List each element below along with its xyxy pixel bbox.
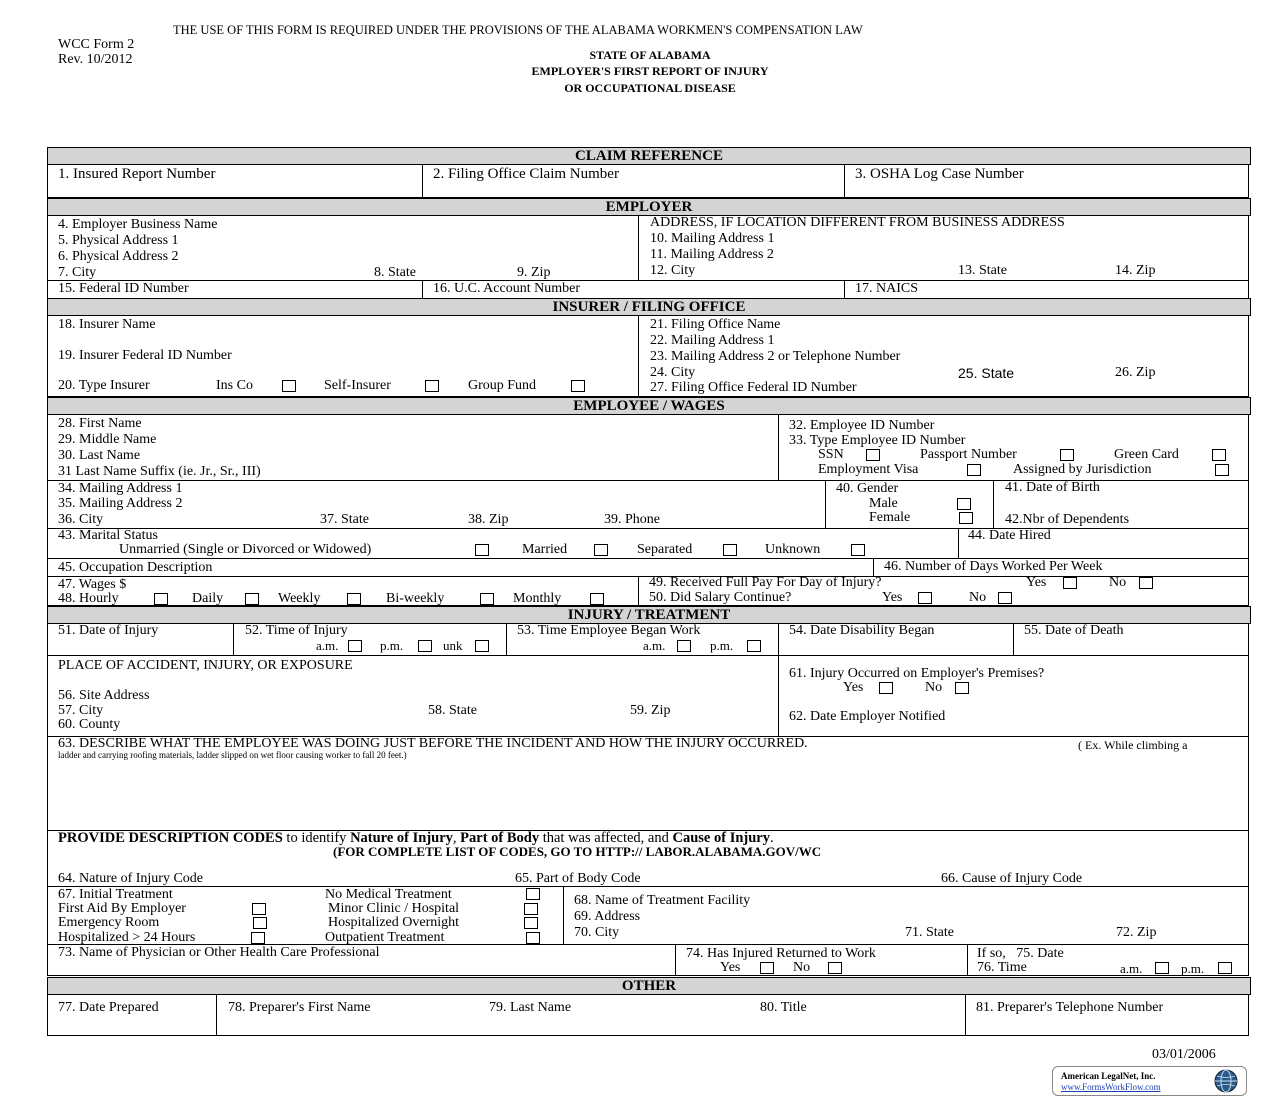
injury-am-checkbox[interactable] <box>348 640 362 652</box>
married-checkbox[interactable] <box>594 544 608 556</box>
biweekly-label: Bi-weekly <box>386 591 445 606</box>
field-20-type-insurer: 20. Type Insurer <box>58 378 150 393</box>
top-notice: THE USE OF THIS FORM IS REQUIRED UNDER THE PROVISIONS OF THE ALABAMA WORKMEN'S COMPENSATION LAW <box>173 23 863 37</box>
separated-label: Separated <box>637 542 693 557</box>
weekly-label: Weekly <box>278 591 321 606</box>
field-42-dependents[interactable]: 42.Nbr of Dependents <box>1005 512 1130 527</box>
codes-url-line: (FOR COMPLETE LIST OF CODES, GO TO HTTP:// LABOR.ALABAMA.GOV/WC <box>333 844 822 859</box>
field-79-last-name[interactable]: 79. Last Name <box>489 1000 572 1015</box>
injury-pm-label: p.m. <box>380 638 404 653</box>
field-28-first-name[interactable]: 28. First Name <box>58 416 142 431</box>
injury-block <box>47 623 1249 976</box>
biweekly-checkbox[interactable] <box>480 593 494 605</box>
salary-no-checkbox[interactable] <box>998 592 1012 604</box>
monthly-label: Monthly <box>513 591 562 606</box>
field-58-state[interactable]: 58. State <box>428 703 477 718</box>
minor-clinic-checkbox[interactable] <box>524 903 538 915</box>
daily-checkbox[interactable] <box>245 593 259 605</box>
alt-address-heading: ADDRESS, IF LOCATION DIFFERENT FROM BUSINESS ADDRESS <box>650 215 1065 230</box>
field-4-employer-business-name[interactable]: 4. Employer Business Name <box>58 217 218 232</box>
field-6-physical-address-2[interactable]: 6. Physical Address 2 <box>58 249 179 264</box>
field-13-state[interactable]: 13. State <box>958 263 1007 278</box>
self-insurer-label: Self-Insurer <box>324 378 391 393</box>
field-62-date-notified[interactable]: 62. Date Employer Notified <box>789 709 946 724</box>
emergency-room-checkbox[interactable] <box>253 917 267 929</box>
field-66-cause-code[interactable]: 66. Cause of Injury Code <box>941 871 1083 886</box>
field-63-example-2: ladder and carrying roofing materials, ladder slipped on wet floor causing worker to fall 20 feet.) <box>58 750 407 760</box>
ins-co-checkbox[interactable] <box>282 380 296 392</box>
full-pay-yes-checkbox[interactable] <box>1063 577 1077 589</box>
field-17-naics[interactable]: 17. NAICS <box>855 281 919 296</box>
field-19-insurer-federal-id[interactable]: 19. Insurer Federal ID Number <box>58 348 232 363</box>
field-81-preparer-phone[interactable]: 81. Preparer's Telephone Number <box>976 1000 1164 1015</box>
field-51-date-of-injury[interactable]: 51. Date of Injury <box>58 623 159 638</box>
field-48-hourly-label: 48. Hourly <box>58 591 119 606</box>
section-employer: EMPLOYER <box>47 198 1251 216</box>
american-legalnet-logo[interactable] <box>1052 1066 1247 1096</box>
return-pm-label: p.m. <box>1181 961 1205 976</box>
ssn-label: SSN <box>818 447 844 462</box>
unmarried-label: Unmarried (Single or Divorced or Widowed) <box>119 542 372 557</box>
form-title-1: STATE OF ALABAMA <box>589 48 711 62</box>
field-8-state[interactable]: 8. State <box>374 265 416 280</box>
injury-unk-checkbox[interactable] <box>475 640 489 652</box>
field-69-address[interactable]: 69. Address <box>574 909 641 924</box>
field-59-zip[interactable]: 59. Zip <box>630 703 671 718</box>
field-23-mailing-address-2[interactable]: 23. Mailing Address 2 or Telephone Number <box>650 349 901 364</box>
premises-no-label: No <box>925 680 943 695</box>
return-pm-checkbox[interactable] <box>1218 962 1232 974</box>
no-medical-checkbox[interactable] <box>526 888 540 900</box>
field-41-date-of-birth[interactable]: 41. Date of Birth <box>1005 480 1100 495</box>
footer-date: 03/01/2006 <box>1152 1047 1216 1062</box>
field-1-insured-report-number[interactable]: 1. Insured Report Number <box>58 166 216 182</box>
premises-no-checkbox[interactable] <box>955 682 969 694</box>
field-30-last-name[interactable]: 30. Last Name <box>58 448 141 463</box>
if-so-label: If so, 75. Date <box>977 946 1064 961</box>
field-7-city[interactable]: 7. City <box>58 265 97 280</box>
section-employee-wages: EMPLOYEE / WAGES <box>47 397 1251 415</box>
field-3-osha-log-case-number[interactable]: 3. OSHA Log Case Number <box>855 166 1024 182</box>
work-am-checkbox[interactable] <box>677 640 691 652</box>
logo-url[interactable]: www.FormsWorkFlow.com <box>1061 1082 1161 1092</box>
field-70-city[interactable]: 70. City <box>574 925 620 940</box>
male-checkbox[interactable] <box>957 498 971 510</box>
ssn-checkbox[interactable] <box>866 449 880 461</box>
first-aid-checkbox[interactable] <box>252 903 266 915</box>
field-44-date-hired[interactable]: 44. Date Hired <box>968 528 1051 543</box>
field-47-wages[interactable]: 47. Wages $ <box>58 577 127 592</box>
field-9-zip[interactable]: 9. Zip <box>517 265 551 280</box>
field-21-filing-office-name[interactable]: 21. Filing Office Name <box>650 317 781 332</box>
married-label: Married <box>522 542 568 557</box>
employment-visa-checkbox[interactable] <box>967 464 981 476</box>
return-am-label: a.m. <box>1120 961 1143 976</box>
unmarried-checkbox[interactable] <box>475 544 489 556</box>
field-32-employee-id[interactable]: 32. Employee ID Number <box>789 418 935 433</box>
male-label: Male <box>869 496 898 511</box>
field-68-treatment-facility[interactable]: 68. Name of Treatment Facility <box>574 893 751 908</box>
section-other: OTHER <box>47 977 1251 995</box>
field-74-returned-to-work: 74. Has Injured Returned to Work <box>686 946 876 961</box>
green-card-checkbox[interactable] <box>1212 449 1226 461</box>
salary-yes-label: Yes <box>882 590 903 605</box>
returned-yes-label: Yes <box>720 960 741 975</box>
form-title-3: OR OCCUPATIONAL DISEASE <box>564 81 736 95</box>
minor-clinic-label: Minor Clinic / Hospital <box>328 901 460 916</box>
field-38-zip[interactable]: 38. Zip <box>468 512 509 527</box>
field-64-nature-code[interactable]: 64. Nature of Injury Code <box>58 871 204 886</box>
daily-label: Daily <box>192 591 224 606</box>
section-claim-reference: CLAIM REFERENCE <box>47 147 1251 165</box>
field-15-federal-id[interactable]: 15. Federal ID Number <box>58 281 189 296</box>
field-63-example-1: ( Ex. While climbing a <box>1078 738 1188 752</box>
field-67-initial-treatment: 67. Initial Treatment <box>58 887 173 902</box>
first-aid-label: First Aid By Employer <box>58 901 186 916</box>
field-56-site-address[interactable]: 56. Site Address <box>58 688 150 703</box>
field-10-mailing-address-1[interactable]: 10. Mailing Address 1 <box>650 231 775 246</box>
employment-visa-label: Employment Visa <box>818 462 919 477</box>
field-25-state[interactable]: 25. State <box>958 365 1015 381</box>
field-16-uc-account[interactable]: 16. U.C. Account Number <box>433 281 580 296</box>
field-12-city[interactable]: 12. City <box>650 263 696 278</box>
group-fund-label: Group Fund <box>468 378 537 393</box>
hospitalized-24-label: Hospitalized > 24 Hours <box>58 930 196 945</box>
injury-unk-label: unk <box>443 638 463 653</box>
returned-no-label: No <box>793 960 811 975</box>
female-checkbox[interactable] <box>959 512 973 524</box>
passport-checkbox[interactable] <box>1060 449 1074 461</box>
field-40-gender: 40. Gender <box>836 481 899 496</box>
field-57-city[interactable]: 57. City <box>58 703 104 718</box>
field-26-zip[interactable]: 26. Zip <box>1115 365 1156 380</box>
self-insurer-checkbox[interactable] <box>425 380 439 392</box>
form-revision: Rev. 10/2012 <box>58 52 133 67</box>
field-27-filing-office-federal-id[interactable]: 27. Filing Office Federal ID Number <box>650 380 857 395</box>
field-24-city[interactable]: 24. City <box>650 365 696 380</box>
separated-checkbox[interactable] <box>723 544 737 556</box>
field-63-description[interactable]: 63. DESCRIBE WHAT THE EMPLOYEE WAS DOING JUST BEFORE THE INCIDENT AND HOW THE INJURY OCCURRED. <box>58 736 808 751</box>
outpatient-label: Outpatient Treatment <box>325 930 445 945</box>
full-pay-no-checkbox[interactable] <box>1139 577 1153 589</box>
monthly-checkbox[interactable] <box>590 593 604 605</box>
work-am-label: a.m. <box>643 638 666 653</box>
field-80-title[interactable]: 80. Title <box>760 1000 807 1015</box>
form-title-2: EMPLOYER'S FIRST REPORT OF INJURY <box>531 64 769 78</box>
field-77-date-prepared[interactable]: 77. Date Prepared <box>58 1000 159 1015</box>
returned-no-checkbox[interactable] <box>828 962 842 974</box>
codes-instruction: PROVIDE DESCRIPTION CODES to identify Nature of Injury, Part of Body that was affected, and Cause of Injury. <box>58 830 774 846</box>
field-54-date-disability[interactable]: 54. Date Disability Began <box>789 623 935 638</box>
work-pm-label: p.m. <box>710 638 734 653</box>
claim-row <box>47 164 1249 198</box>
field-78-preparer-first-name[interactable]: 78. Preparer's First Name <box>228 1000 371 1015</box>
no-medical-label: No Medical Treatment <box>325 887 452 902</box>
field-29-middle-name[interactable]: 29. Middle Name <box>58 432 157 447</box>
field-36-city[interactable]: 36. City <box>58 512 104 527</box>
field-76-time[interactable]: 76. Time <box>977 960 1027 975</box>
field-49-full-pay: 49. Received Full Pay For Day of Injury? <box>649 575 882 590</box>
field-72-zip[interactable]: 72. Zip <box>1116 925 1157 940</box>
full-pay-yes-label: Yes <box>1026 575 1047 590</box>
field-31-suffix[interactable]: 31 Last Name Suffix (ie. Jr., Sr., III) <box>58 464 261 479</box>
ins-co-label: Ins Co <box>216 378 253 393</box>
field-65-body-code[interactable]: 65. Part of Body Code <box>515 871 641 886</box>
hospitalized-overnight-checkbox[interactable] <box>524 917 538 929</box>
field-60-county[interactable]: 60. County <box>58 717 121 732</box>
injury-pm-checkbox[interactable] <box>418 640 432 652</box>
field-53-time-began-work[interactable]: 53. Time Employee Began Work <box>517 623 701 638</box>
globe-icon <box>1211 1068 1241 1094</box>
field-73-physician[interactable]: 73. Name of Physician or Other Health Care Professional <box>58 945 380 960</box>
place-heading: PLACE OF ACCIDENT, INJURY, OR EXPOSURE <box>58 658 353 673</box>
unknown-checkbox[interactable] <box>851 544 865 556</box>
field-11-mailing-address-2[interactable]: 11. Mailing Address 2 <box>650 247 774 262</box>
field-2-filing-office-claim-number[interactable]: 2. Filing Office Claim Number <box>433 166 619 182</box>
assigned-jurisdiction-checkbox[interactable] <box>1215 464 1229 476</box>
salary-yes-checkbox[interactable] <box>918 592 932 604</box>
emergency-room-label: Emergency Room <box>58 915 160 930</box>
field-46-days-worked[interactable]: 46. Number of Days Worked Per Week <box>884 559 1103 574</box>
weekly-checkbox[interactable] <box>347 593 361 605</box>
form-id: WCC Form 2 <box>58 37 135 52</box>
field-18-insurer-name[interactable]: 18. Insurer Name <box>58 317 156 332</box>
hospitalized-overnight-label: Hospitalized Overnight <box>328 915 460 930</box>
field-45-occupation[interactable]: 45. Occupation Description <box>58 560 213 575</box>
returned-yes-checkbox[interactable] <box>760 962 774 974</box>
work-pm-checkbox[interactable] <box>747 640 761 652</box>
return-am-checkbox[interactable] <box>1155 962 1169 974</box>
field-43-marital-status: 43. Marital Status <box>58 528 158 543</box>
field-34-mailing-address-1[interactable]: 34. Mailing Address 1 <box>58 481 183 496</box>
field-35-mailing-address-2[interactable]: 35. Mailing Address 2 <box>58 496 183 511</box>
hospitalized-24-checkbox[interactable] <box>251 932 265 944</box>
field-37-state[interactable]: 37. State <box>320 512 369 527</box>
field-39-phone[interactable]: 39. Phone <box>604 512 660 527</box>
field-33-type-employee-id: 33. Type Employee ID Number <box>789 433 966 448</box>
field-75-date[interactable]: 75. Date <box>1016 946 1064 961</box>
full-pay-no-label: No <box>1109 575 1127 590</box>
field-61-premises: 61. Injury Occurred on Employer's Premises? <box>789 666 1045 681</box>
section-injury-treatment: INJURY / TREATMENT <box>47 606 1251 624</box>
group-fund-checkbox[interactable] <box>571 380 585 392</box>
field-55-date-of-death[interactable]: 55. Date of Death <box>1024 623 1124 638</box>
field-14-zip[interactable]: 14. Zip <box>1115 263 1156 278</box>
premises-yes-label: Yes <box>843 680 864 695</box>
field-22-mailing-address-1[interactable]: 22. Mailing Address 1 <box>650 333 775 348</box>
passport-label: Passport Number <box>920 447 1017 462</box>
employer-block <box>47 215 1249 299</box>
section-insurer: INSURER / FILING OFFICE <box>47 298 1251 316</box>
logo-company: American LegalNet, Inc. <box>1061 1071 1156 1081</box>
premises-yes-checkbox[interactable] <box>879 682 893 694</box>
outpatient-checkbox[interactable] <box>526 932 540 944</box>
field-71-state[interactable]: 71. State <box>905 925 954 940</box>
field-5-physical-address-1[interactable]: 5. Physical Address 1 <box>58 233 179 248</box>
green-card-label: Green Card <box>1114 447 1179 462</box>
injury-am-label: a.m. <box>316 638 339 653</box>
unknown-label: Unknown <box>765 542 821 557</box>
field-52-time-of-injury[interactable]: 52. Time of Injury <box>245 623 348 638</box>
female-label: Female <box>869 510 911 525</box>
salary-no-label: No <box>969 590 987 605</box>
assigned-jurisdiction-label: Assigned by Jurisdiction <box>1013 462 1152 477</box>
field-50-salary-continue: 50. Did Salary Continue? <box>649 590 792 605</box>
hourly-checkbox[interactable] <box>154 593 168 605</box>
